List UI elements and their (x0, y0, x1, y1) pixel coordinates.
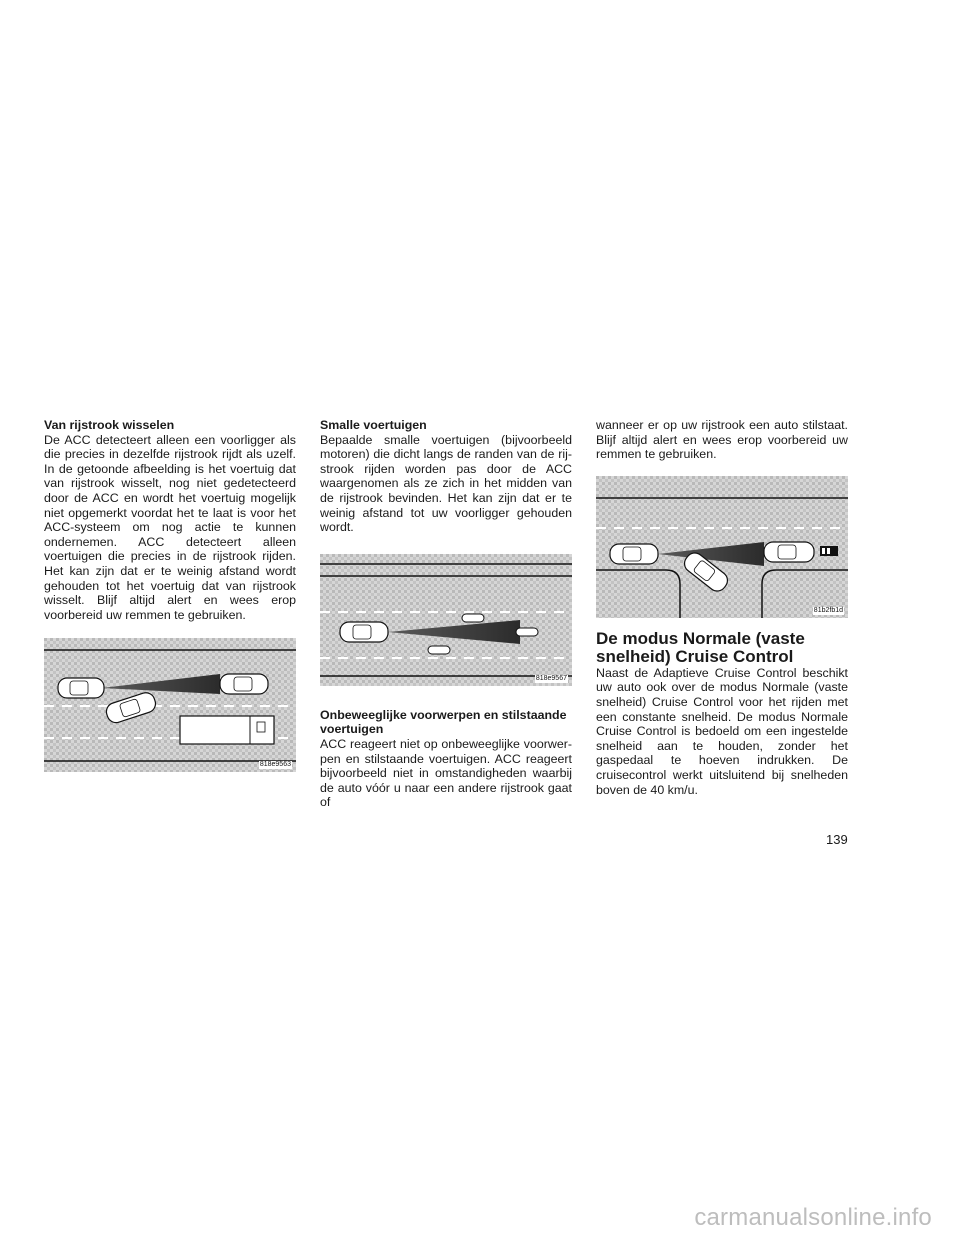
section-body-normal-cruise: Naast de Adaptieve Cruise Control beschikt uw auto ook over de modus Normale (vaste snelheid) Cruise Control voor het rijden met een constante snelheid. De modus Normale Cruise Control is bedoeld om een ingestelde snelheid aan te houden, zonder het gaspedaal te hoeven indrukken. De cruisecontrol werkt uitsluitend bij snelheden boven de 40 km/u. (596, 665, 848, 797)
lane-change-illustration (44, 638, 296, 772)
column-2 (320, 418, 572, 810)
section-body-narrow-vehicles: Bepaalde smalle voertuigen (bijvoorbeeld motoren) die dicht langs de randen van de rijstrook rijden worden pas door de ACC waargenomen als ze zich in het midden van de rijstrook bevinden. Het kan zijn dat er te weinig afstand tot uw voorligger gehouden wordt. (320, 432, 572, 535)
own-car-icon (58, 678, 104, 698)
section-body-lane-change: De ACC detecteert alleen een voorligger als die precies in dezelfde rijstrook rijdt als uzelf. In de getoonde afbeelding is het voertuig dat van rijstrook wisselt, nog niet gedetecteerd door de ACC en wordt het voertuig mogelijk niet opgemerkt voordat het te laat is voor het ACC-systeem om nog actie te kunnen ondernemen. ACC detecteert alleen voertuigen die precies in de rijstrook rijden. Het kan zijn dat er te weinig afstand wordt gehouden tot het voertuig dat van rijstrook wisselt. Blijf altijd alert en wees erop voorbereid uw remmen te gebruiken. (44, 432, 296, 622)
lead-car-icon (220, 674, 268, 694)
figure-code: 818e9567 (535, 674, 567, 682)
figure-code: 81b2fb1d (813, 606, 843, 614)
motorcycle-icon (462, 614, 484, 622)
truck-icon (180, 716, 274, 744)
column-1 (44, 418, 296, 772)
stationary-vehicle-illustration (596, 476, 848, 618)
section-heading-normal-cruise: De modus Normale (vaste snelheid) Cruise Control (596, 628, 805, 666)
section-body-stationary-objects: ACC reageert niet op onbeweeglijke voorwerpen en stilstaande voertuigen. ACC reageert bijvoorbeeld niet in omstandigheden waarbij de auto vóór u naar een andere rijstrook gaat of (320, 736, 572, 810)
figure-lane-change (44, 638, 296, 772)
column-3 (596, 418, 848, 797)
figure-stationary-vehicle (596, 476, 848, 618)
motorcycle-icon (516, 628, 538, 636)
brake-lights-icon (820, 546, 838, 556)
section-heading-stationary-objects: Onbeweeglijke voorwerpen en stilstaande voertuigen (320, 707, 567, 737)
figure-narrow-vehicles (320, 554, 572, 686)
own-car-icon (340, 622, 388, 642)
section-heading-narrow-vehicles: Smalle voertuigen (320, 418, 427, 432)
own-car-icon (610, 544, 658, 564)
watermark-text: carmanualsonline.info (694, 1204, 932, 1231)
section-heading-lane-change: Van rijstrook wisselen (44, 418, 175, 432)
page-number: 139 (826, 832, 848, 847)
figure-code: 818e9563 (259, 761, 291, 769)
motorcycle-icon (428, 646, 450, 654)
narrow-vehicles-illustration (320, 554, 572, 686)
stationary-car-icon (764, 542, 814, 562)
section-body-continued: wanneer er op uw rijstrook een auto stilstaat. Blijf altijd alert en wees erop voorbereid uw remmen te gebruiken. (596, 418, 848, 462)
